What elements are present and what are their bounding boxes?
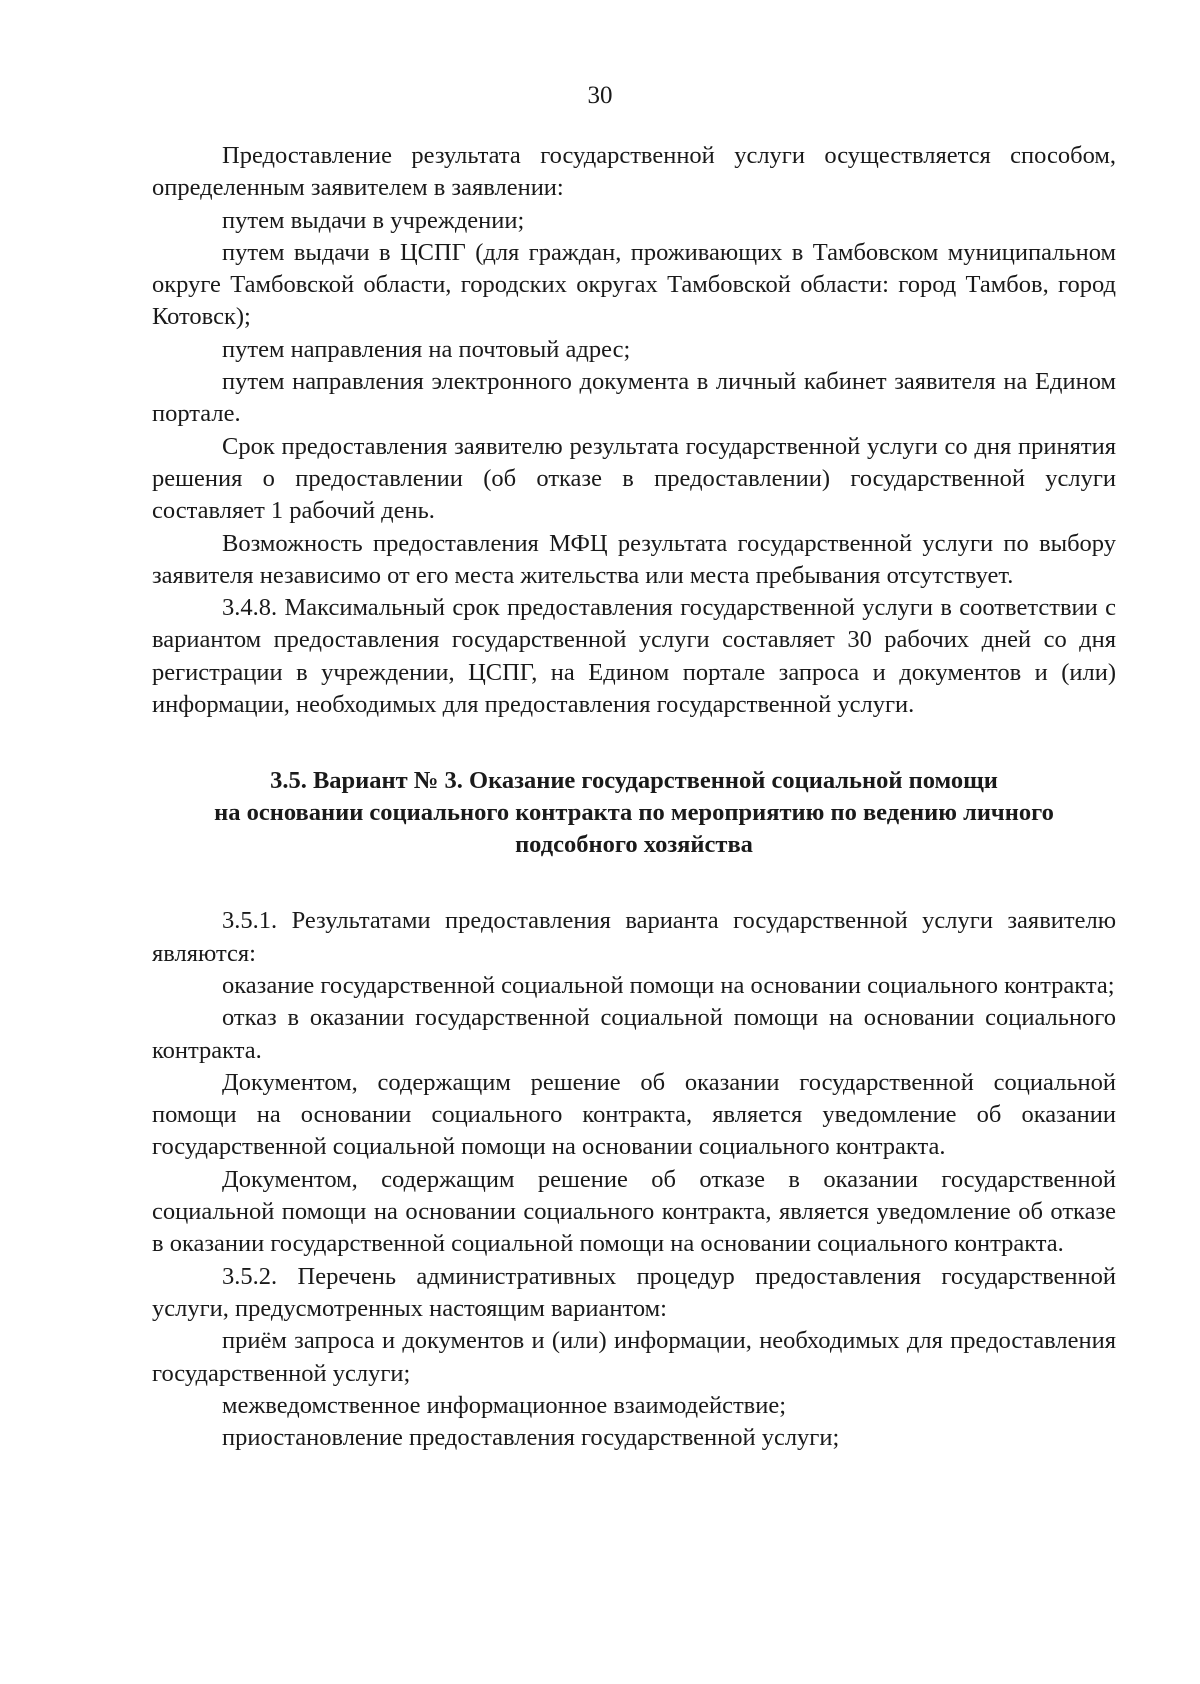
section-heading-line: 3.5. Вариант № 3. Оказание государственной социальной помощи [270, 767, 998, 795]
paragraph: оказание государственной социальной помощи на основании социального контракта; [222, 971, 1115, 999]
paragraph: межведомственное информационное взаимодействие; [222, 1391, 787, 1419]
paragraph: 3.4.8. Максимальный срок предоставления государственной услуги в соответствии с вариантом предоставления государственной услуги составляет 30 рабочих дней со дня регистрации в учреждении, ЦСПГ, на Едином портале запроса и документов и (или) информации, необходимых для предоставления государственной услуги. [152, 594, 1116, 719]
section-heading [152, 765, 1116, 861]
paragraph: путем направления на почтовый адрес; [222, 335, 631, 363]
section-heading-line: на основании социального контракта по мероприятию по ведению личного [214, 799, 1054, 827]
paragraph: 3.5.1. Результатами предоставления варианта государственной услуги заявителю являются: [152, 907, 1116, 967]
paragraph: путем выдачи в ЦСПГ (для граждан, проживающих в Тамбовском муниципальном округе Тамбовской области, городских округах Тамбовской области: город Тамбов, город Котовск); [152, 238, 1116, 331]
page-number: 30 [587, 82, 613, 109]
document-body [152, 140, 1116, 1454]
paragraph: Документом, содержащим решение об отказе в оказании государственной социальной помощи на основании социального контракта, является уведомление об отказе в оказании государственной социальной помощи на основании социального контракта. [152, 1165, 1116, 1258]
paragraph: приостановление предоставления государственной услуги; [222, 1424, 840, 1452]
paragraph: 3.5.2. Перечень административных процедур предоставления государственной услуги, предусмотренных настоящим вариантом: [152, 1262, 1116, 1322]
paragraph: приём запроса и документов и (или) информации, необходимых для предоставления государственной услуги; [152, 1327, 1116, 1387]
paragraph: отказ в оказании государственной социальной помощи на основании социального контракта. [152, 1004, 1116, 1064]
paragraph: путем направления электронного документа в личный кабинет заявителя на Едином портале. [152, 368, 1116, 428]
paragraph: Срок предоставления заявителю результата государственной услуги со дня принятия решения о предоставлении (об отказе в предоставлении) государственной услуги составляет 1 рабочий день. [152, 432, 1116, 525]
section-heading-line: подсобного хозяйства [515, 831, 753, 859]
paragraph: путем выдачи в учреждении; [222, 206, 525, 234]
paragraph: Документом, содержащим решение об оказании государственной социальной помощи на основании социального контракта, является уведомление об оказании государственной социальной помощи на основании социального контракта. [152, 1068, 1116, 1161]
paragraph: Предоставление результата государственной услуги осуществляется способом, определенным заявителем в заявлении: [152, 142, 1116, 202]
paragraph: Возможность предоставления МФЦ результата государственной услуги по выбору заявителя независимо от его места жительства или места пребывания отсутствует. [152, 529, 1116, 589]
